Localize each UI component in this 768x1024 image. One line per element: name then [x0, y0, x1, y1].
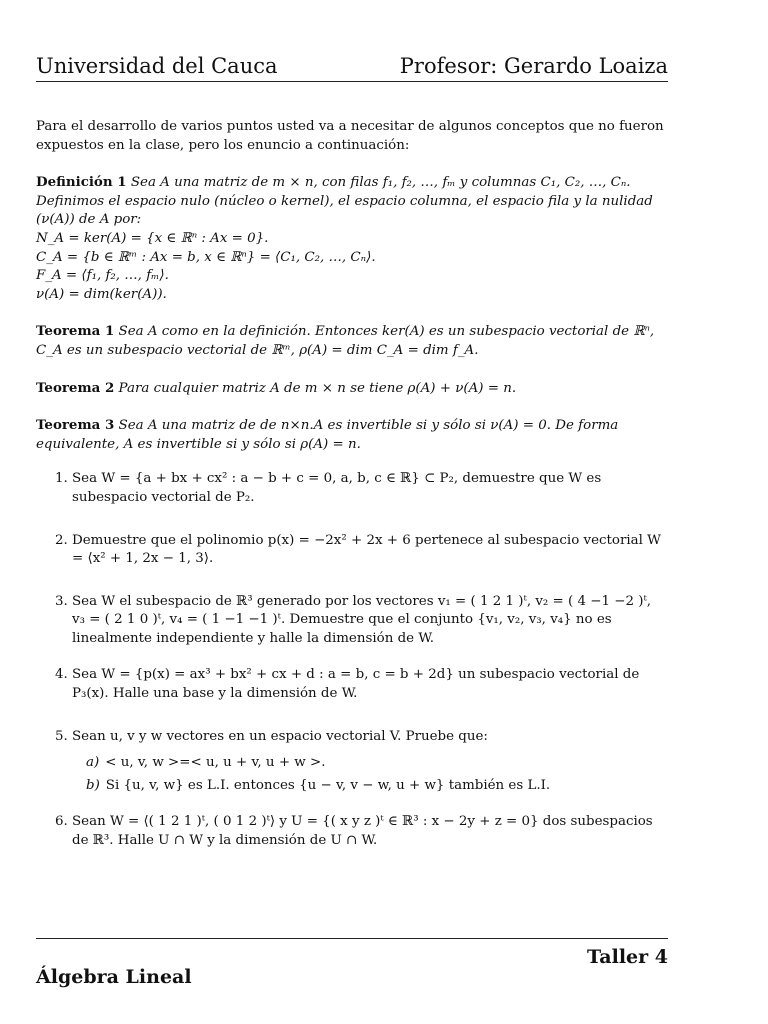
footer-course: Álgebra Lineal [36, 966, 192, 988]
theorem-label: Teorema 2 [36, 379, 115, 396]
definition-line: ν(A) = dim(ker(A)). [36, 286, 167, 302]
intro-paragraph: Para el desarrollo de varios puntos usted va a necesitar de algunos conceptos que no fueron expuestos en la clase, pero los enuncio a continuación: [36, 119, 664, 153]
definition-line: C_A = {b ∈ ℝᵐ : Ax = b, x ∈ ℝⁿ} = ⟨C₁, C₂, …, Cₙ⟩. [36, 249, 376, 265]
definition-label: Definición 1 [36, 174, 127, 191]
footer-divider [36, 938, 668, 939]
theorem-text: Para cualquier matriz A de m × n se tiene ρ(A) + ν(A) = n. [118, 380, 517, 396]
problem-1 [72, 470, 668, 507]
problem-4 [72, 666, 668, 703]
definition-1 [36, 173, 668, 304]
problem-text: Sea W = {p(x) = ax³ + bx² + cx + d : a = b, c = b + 2d} un subespacio vectorial de P₃(x). Halle una base y la dimensión de W. [72, 667, 640, 702]
subproblem-label: a) [86, 755, 100, 771]
theorem-label: Teorema 1 [36, 323, 115, 340]
problem-3 [72, 593, 668, 649]
problem-2 [72, 532, 668, 569]
subproblem-text: Si {u, v, w} es L.I. entonces {u − v, v − w, u + w} también es L.I. [105, 777, 551, 793]
footer-workshop: Taller 4 [586, 946, 668, 968]
header-professor: Profesor: Gerardo Loaiza [399, 54, 668, 78]
header-university: Universidad del Cauca [36, 54, 278, 78]
definition-line: F_A = ⟨f₁, f₂, …, fₘ⟩. [36, 268, 169, 284]
problem-5 [72, 728, 668, 796]
problem-text: Sea W el subespacio de ℝ³ generado por los vectores v₁ = ( 1 2 1 )ᵗ, v₂ = ( 4 −1 −2 )ᵗ, v₃ = ( 2 1 0 )ᵗ, v₄ = ( 1 −1 −1 )ᵗ. Demuestre que el conjunto {v₁, v₂, v₃, v₄} no es linealmente independiente y halle la dimensión de W. [72, 593, 652, 646]
theorem-text: Sea A una matriz de de n×n.A es invertible si y sólo si ν(A) = 0. De forma equivalente, A es invertible si y sólo si ρ(A) = n. [36, 418, 619, 452]
page-header [36, 54, 668, 82]
subproblem-a [86, 754, 668, 773]
theorem-2 [36, 379, 668, 399]
problem-text: Sean W = ⟨( 1 2 1 )ᵗ, ( 0 1 2 )ᵗ⟩ y U = {( x y z )ᵗ ∈ ℝ³ : x − 2y + z = 0} dos subespacios de ℝ³. Halle U ∩ W y la dimensión de U ∩ W. [72, 814, 653, 849]
theorem-1 [36, 322, 668, 360]
problem-text: Demuestre que el polinomio p(x) = −2x² + 2x + 6 pertenece al subespacio vectorial W = ⟨x² + 1, 2x − 1, 3⟩. [72, 532, 661, 567]
theorem-label: Teorema 3 [36, 417, 115, 434]
subproblem-text: < u, v, w >=< u, u + v, u + w >. [105, 755, 326, 771]
problem-6 [72, 813, 668, 850]
problem-text: Sean u, v y w vectores en un espacio vectorial V. Pruebe que: [72, 728, 488, 744]
theorem-text: Sea A como en la definición. Entonces ker(A) es un subespacio vectorial de ℝⁿ, C_A es un subespacio vectorial de ℝᵐ, ρ(A) = dim C_A = dim f_A. [36, 324, 655, 358]
problem-list [36, 470, 668, 850]
theorem-3 [36, 416, 668, 454]
problem-text: Sea W = {a + bx + cx² : a − b + c = 0, a, b, c ∈ ℝ} ⊂ P₂, demuestre que W es subespacio vectorial de P₂. [72, 471, 602, 505]
definition-text: Sea A una matriz de m × n, con filas f₁, f₂, …, fₘ y columnas C₁, C₂, …, Cₙ. Definimos el espacio nulo (núcleo o kernel), el espacio columna, el espacio fila y la nulidad (ν(A)) de A por: [36, 175, 653, 228]
subproblem-b [86, 777, 668, 796]
subproblem-label: b) [86, 777, 100, 793]
subproblem-list [72, 754, 668, 795]
document-body [36, 118, 668, 875]
definition-line: N_A = ker(A) = {x ∈ ℝⁿ : Ax = 0}. [36, 230, 269, 246]
